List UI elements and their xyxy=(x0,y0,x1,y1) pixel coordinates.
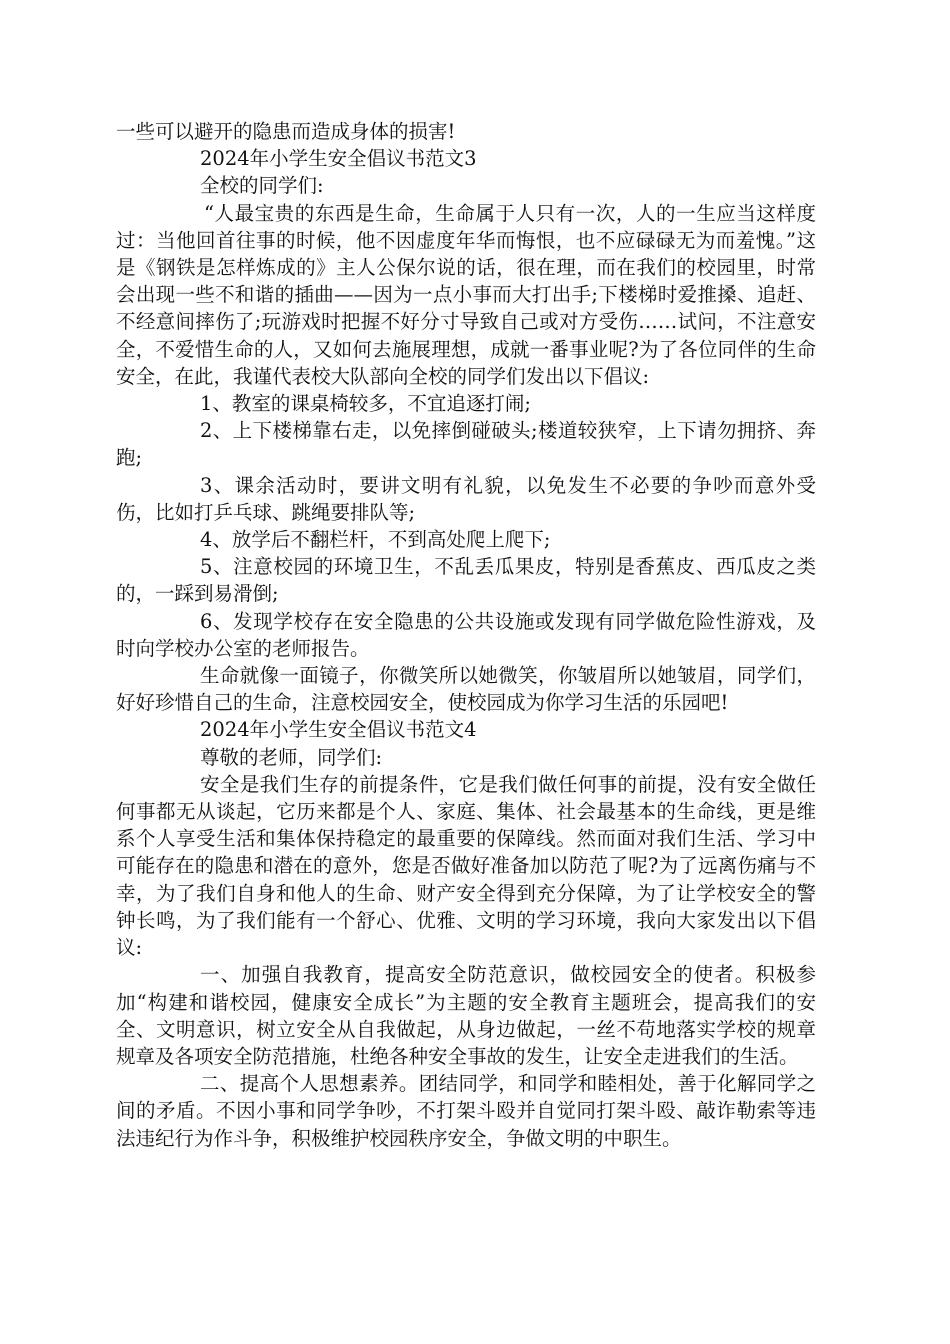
salutation-4: 尊敬的老师，同学们: xyxy=(200,745,383,769)
list-item-5: 5、注意校园的环境卫生，不乱丢瓜果皮，特别是香蕉皮、西瓜皮之类的，一踩到易滑倒; xyxy=(116,555,816,606)
paragraph-closing-3: 生命就像一面镜子，你微笑所以她微笑，你皱眉所以她皱眉，同学们，好好珍惜自己的生命，注意校园安全，使校园成为你学习生活的乐园吧! xyxy=(116,664,816,715)
paragraph-intro-4: 安全是我们生存的前提条件，它是我们做任何事的前提，没有安全做任何事都无从谈起，它历来都是个人、家庭、集体、社会最基本的生命线，更是维系个人享受生活和集体保持稳定的最重要的保障线。然而面对我们生活、学习中可能存在的隐患和潜在的意外，您是否做好准备加以防范了呢?为了远离伤痛与不幸，为了我们自身和他人的生命、财产安全得到充分保障，为了让学校安全的警钟长鸣，为了我们能有一个舒心、优雅、文明的学习环境，我向大家发出以下倡议: xyxy=(116,772,816,960)
document-body xyxy=(116,118,816,1152)
salutation-3: 全校的同学们: xyxy=(200,174,324,198)
section-title-4: 2024年小学生安全倡议书范文4 xyxy=(200,718,477,742)
list-item-4: 4、放学后不翻栏杆，不到高处爬上爬下; xyxy=(200,528,551,552)
proposal-item-2: 二、提高个人思想素养。团结同学，和同学和睦相处，善于化解同学之间的矛盾。不因小事和同学争吵，不打架斗殴并自觉同打架斗殴、敲诈勒索等违法违纪行为作斗争，积极维护校园秩序安全，争做文明的中职生。 xyxy=(116,1072,816,1150)
list-item-6: 6、发现学校存在安全隐患的公共设施或发现有同学做危险性游戏，及时向学校办公室的老师报告。 xyxy=(116,609,816,660)
paragraph-continuation: 一些可以避开的隐患而造成身体的损害! xyxy=(116,120,456,143)
list-item-2: 2、上下楼梯靠右走，以免摔倒碰破头;楼道较狭窄，上下请勿拥挤、奔跑; xyxy=(116,419,816,470)
section-title-3: 2024年小学生安全倡议书范文3 xyxy=(200,147,477,171)
proposal-item-1: 一、加强自我教育，提高安全防范意识，做校园安全的使者。积极参加“构建和谐校园，健康安全成长”为主题的安全教育主题班会，提高我们的安全、文明意识，树立安全从自我做起，从身边做起，一丝不苟地落实学校的规章规章及各项安全防范措施，杜绝各种安全事故的发生，让安全走进我们的生活。 xyxy=(116,963,816,1068)
paragraph-intro-3: “人最宝贵的东西是生命，生命属于人只有一次，人的一生应当这样度过：当他回首往事的时候，他不因虚度年华而悔恨，也不应碌碌无为而羞愧。”这是《钢铁是怎样炼成的》主人公保尔说的话，很在理，而在我们的校园里，时常会出现一些不和谐的插曲——因为一点小事而大打出手;下楼梯时爱推搡、追赶、不经意间摔伤了;玩游戏时把握不好分寸导致自己或对方受伤……试问，不注意安全，不爱惜生命的人，又如何去施展理想，成就一番事业呢?为了各位同伴的生命安全，在此，我谨代表校大队部向全校的同学们发出以下倡议: xyxy=(116,201,816,388)
list-item-1: 1、教室的课桌椅较多，不宜追逐打闹; xyxy=(200,392,531,416)
list-item-3: 3、课余活动时，要讲文明有礼貌，以免发生不必要的争吵而意外受伤，比如打乒乓球、跳绳要排队等; xyxy=(116,473,816,524)
